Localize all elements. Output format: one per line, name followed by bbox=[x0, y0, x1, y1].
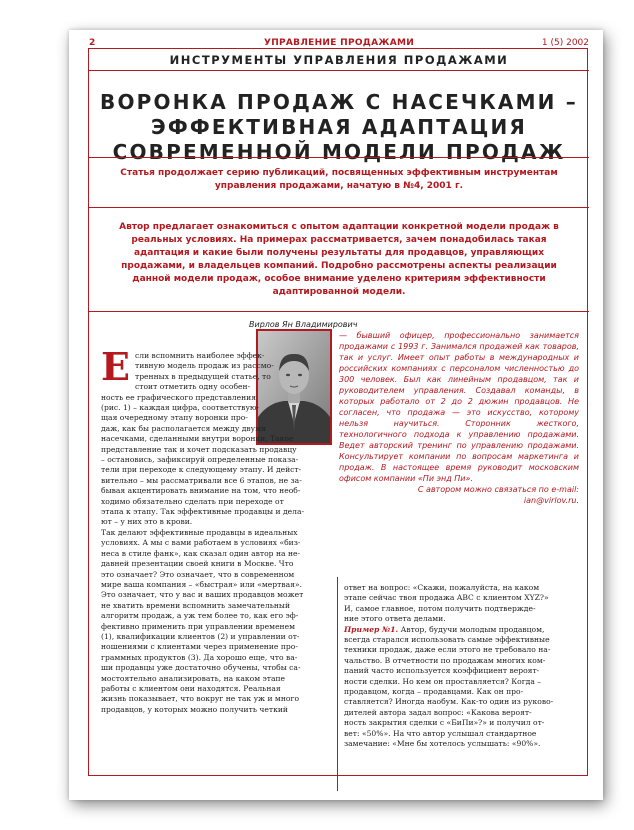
body-line: ответ на вопрос: «Скажи, пожалуйста, на каком bbox=[344, 583, 540, 592]
body-line: паний часто используется коэффициент вероят- bbox=[344, 666, 540, 676]
series-intro bbox=[101, 167, 577, 193]
body-line: ность закрытия сделки с «БиПи»?» и получил от- bbox=[344, 718, 545, 728]
body-line: ности сделки. Но кем он проставляется? Когда – bbox=[344, 676, 542, 686]
body-line: Это означает, что у вас и ваших продавцов может bbox=[101, 590, 304, 600]
drop-cap: Е bbox=[101, 344, 130, 389]
body-line: И, самое главное, потом получить подтвержде- bbox=[344, 603, 536, 613]
section-title: УПРАВЛЕНИЕ ПРОДАЖАМИ bbox=[263, 38, 415, 48]
body-line: чальство. В отчетности по продажам многих ком- bbox=[344, 655, 546, 665]
abstract-line: данной модели продаж, особое внимание уделено критериям эффективности bbox=[132, 274, 546, 284]
body-line: стоит отметить одну особен- bbox=[135, 382, 251, 392]
body-line: не хватить времени вспомнить замечательный bbox=[101, 600, 291, 610]
body-line: ши продавцы уже достаточно обучены, чтобы са- bbox=[101, 663, 301, 673]
title-line: ЭФФЕКТИВНАЯ АДАПТАЦИЯ bbox=[150, 115, 528, 139]
abstract-line: Автор предлагает ознакомиться с опытом адаптации конкретной модели продаж в bbox=[119, 222, 559, 232]
body-line: дителей автора задал вопрос: «Какова вероят- bbox=[344, 707, 532, 717]
body-line: вет: «50%». На что автор услышал стандартное bbox=[344, 728, 537, 738]
body-line: даж, как бы располагается между двумя bbox=[101, 423, 266, 433]
magazine-page bbox=[69, 30, 603, 800]
abstract bbox=[101, 221, 577, 299]
body-line: ношениями с клиентами через применение про- bbox=[101, 642, 298, 652]
body-line: жизнь показывает, что вокруг не так уж и много bbox=[101, 694, 300, 704]
body-line: Так делают эффективные продавцы в идеальных bbox=[101, 527, 298, 537]
body-line: продавцов, у которых можно получить четкий bbox=[101, 704, 288, 714]
body-line: всегда старался использовать самые эффективные bbox=[344, 635, 550, 645]
rule-under-rubric bbox=[89, 70, 589, 71]
body-line: мире ваша компания – «быстрая» или «мертвая». bbox=[101, 579, 302, 589]
body-line: это означает? Это означает, что в современном bbox=[101, 569, 295, 579]
body-line: продавцом, когда – продавцами. Как он про- bbox=[344, 687, 524, 697]
rubric: ИНСТРУМЕНТЫ УПРАВЛЕНИЯ ПРОДАЖАМИ bbox=[169, 53, 509, 67]
body-line: ние этого ответа делами. bbox=[344, 614, 446, 624]
body-line: насечками, сделанными внутри воронки. Такое bbox=[101, 434, 294, 444]
abstract-line: продажами, и владельцев компаний. Подробно рассмотрены аспекты реализации bbox=[121, 261, 557, 271]
body-text: Автор, будучи молодым продавцом, bbox=[398, 624, 545, 634]
body-line: замечание: «Мне бы хотелось услышать: «90%». bbox=[344, 739, 541, 749]
body-line: мостоятельно анализировать, на каком этапе bbox=[101, 673, 286, 683]
body-line: условиях. А мы с вами работаем в условиях «биз- bbox=[101, 538, 301, 548]
title-line: СОВРЕМЕННОЙ МОДЕЛИ ПРОДАЖ bbox=[112, 140, 566, 164]
body-column-left-intro bbox=[135, 351, 331, 393]
rule-under-title bbox=[89, 157, 589, 158]
author-contact-line: С автором можно связаться по e-mail: bbox=[417, 485, 579, 494]
body-line: фективно применить при управлении временем bbox=[101, 621, 296, 631]
body-column-right bbox=[344, 583, 579, 750]
example-label: Пример №1. bbox=[344, 624, 399, 634]
abstract-line: адаптированной модели. bbox=[272, 287, 406, 297]
body-line: работы с клиентом они находятся. Реальная bbox=[101, 683, 281, 693]
body-line: (рис. 1) – каждая цифра, соответствую- bbox=[101, 403, 260, 412]
body-line: сли вспомнить наиболее эффек- bbox=[135, 351, 265, 360]
body-column-left bbox=[101, 393, 331, 716]
article-frame bbox=[88, 48, 588, 776]
body-line: щая очередному этапу воронки про- bbox=[101, 413, 248, 423]
abstract-line: адаптация и какие были получены результаты для продавцов, управляющих bbox=[133, 248, 545, 258]
rule-under-intro bbox=[89, 207, 589, 208]
body-line: ходимо обязательно сделать при переходе от bbox=[101, 496, 284, 506]
abstract-line: реальных условиях. На примерах рассматривается, зачем понадобилась такая bbox=[131, 235, 547, 245]
body-line: представление так и хочет подсказать продавцу bbox=[101, 444, 297, 454]
body-line bbox=[344, 625, 579, 635]
page-number: 2 bbox=[89, 38, 96, 48]
body-line: тивную модель продаж из рассмо- bbox=[135, 361, 274, 371]
column-divider bbox=[337, 577, 338, 791]
body-line: ность ее графического представления bbox=[101, 392, 257, 402]
author-bio-text bbox=[339, 330, 579, 506]
author-name: Вирлов Ян Владимирович bbox=[249, 320, 358, 329]
body-line: тренных в предыдущей статье, то bbox=[135, 371, 271, 381]
body-line: этапа к этапу. Так эффективные продавцы и дела- bbox=[101, 507, 305, 517]
body-line: граммных продуктов (3). Да хорошо еще, что ва- bbox=[101, 652, 298, 662]
intro-line: управления продажами, начатую в №4, 2001 г. bbox=[214, 181, 464, 191]
body-line: бывая акцентировать внимание на том, что необ- bbox=[101, 486, 301, 496]
intro-line: Статья продолжает серию публикаций, посвященных эффективным инструментам bbox=[120, 168, 558, 178]
body-line: давней презентации своей книги в Москве. Что bbox=[101, 559, 294, 569]
body-line: техники продаж, даже если этого не требовало на- bbox=[344, 645, 551, 655]
body-line: тели при переходе к следующему этапу. И дейст- bbox=[101, 465, 302, 475]
body-line: этапе сейчас твоя продажа ABC с клиентом XYZ?» bbox=[344, 593, 549, 603]
rule-under-abstract bbox=[89, 311, 589, 312]
title-line: ВОРОНКА ПРОДАЖ С НАСЕЧКАМИ – bbox=[100, 90, 578, 114]
author-email: ian@virlov.ru. bbox=[523, 496, 579, 505]
body-line: (1), квалификации клиентов (2) и управлении от- bbox=[101, 631, 300, 641]
body-line: вительно – мы рассматривали все 6 этапов, не за- bbox=[101, 475, 302, 485]
body-line: алгоритм продаж, а уж тем более то, как его эф- bbox=[101, 611, 299, 621]
body-line: ставляется? Иногда наобум. Как-то один из руково- bbox=[344, 697, 554, 707]
article-title bbox=[89, 90, 589, 165]
body-line: ют – у них это в крови. bbox=[101, 517, 193, 527]
body-line: неса в стиле фанк», как сказал один автор на не- bbox=[101, 548, 301, 558]
author-description: — бывший офицер, профессионально занимается продажами с 1993 г. Занимался продажей как товаров, так и услуг. Имеет опыт работы в международных и российских компаниях с персоналом численностью до 300 человек. Был как линейным продавцом, так и руководителем управления. Создавал команды, в которых работало от 2 до 2 дюжин продавцов. Не согласен, что продажа — это искусство, которому нельзя научиться. Сторонник жесткого, технологичного подхода к управлению продажами. Ведет авторский тренинг по управлению продажами. Консультирует компании по вопросам маркетинга и продаж. В настоящее время руководит московским офисом компании «Пи энд Пи». bbox=[339, 331, 579, 483]
issue-number: 1 (5) 2002 bbox=[541, 38, 589, 48]
body-line: – остановись, зафиксируй определенные показа- bbox=[101, 455, 299, 465]
